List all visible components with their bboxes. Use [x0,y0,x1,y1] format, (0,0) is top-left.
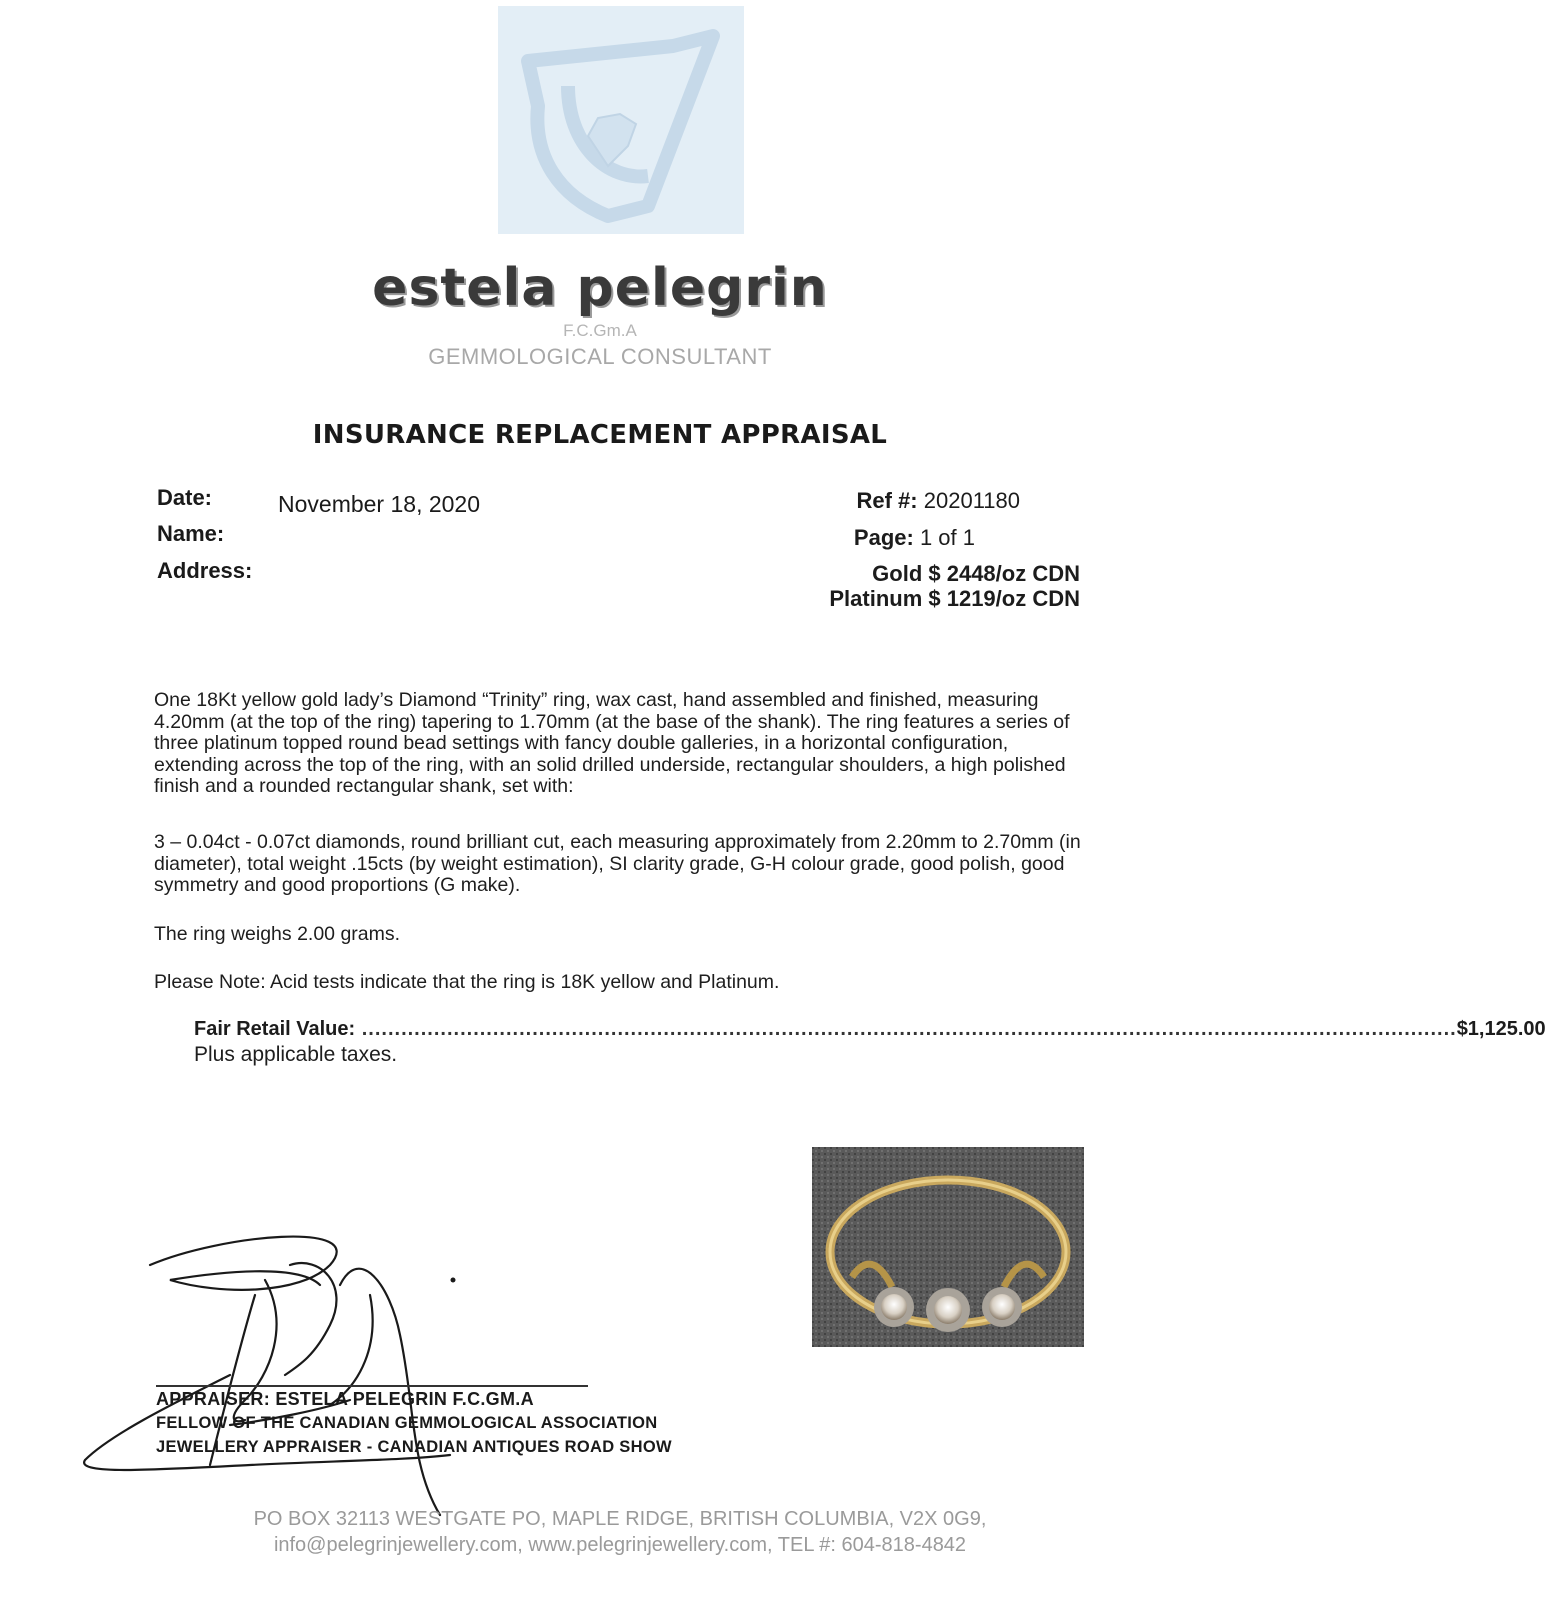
signature-line [156,1385,588,1387]
platinum-price: Platinum $ 1219/oz CDN [829,586,1080,611]
ring-photo [812,1147,1084,1347]
appraiser-name: APPRAISER: ESTELA PELEGRIN F.C.GM.A [156,1389,534,1409]
fair-retail-amount: $1,125.00 [1456,1018,1546,1040]
page-value: 1 of 1 [919,525,975,550]
fair-retail-value [194,1018,1546,1041]
ring-description: One 18Kt yellow gold lady’s Diamond “Trinity” ring, wax cast, hand assembled and finished, measuring 4.20mm (at the top of the ring) tapering to 1.70mm (at the base of the shank). The ring features a series of three platinum topped round bead settings with fancy double galleries, in a horizontal configuration, extending across the top of the ring, with an solid drilled underside, rectangular shoulders, a high polished finish and a rounded rectangular shank, set with: [154,689,1070,797]
name-label: Name: [157,521,225,546]
appraiser-role: JEWELLERY APPRAISER - CANADIAN ANTIQUES ROAD SHOW [156,1438,672,1456]
acid-test-note: Please Note: Acid tests indicate that the ring is 18K yellow and Platinum. [154,971,780,993]
address-label: Address: [157,558,253,583]
ring-weight: The ring weighs 2.00 grams. [154,923,401,945]
appraiser-signature [70,1225,630,1525]
footer-contact: info@pelegrinjewellery.com, www.pelegrinjewellery.com, TEL #: 604-818-4842 [273,1534,967,1556]
ref-value: 20201180 [923,488,1020,513]
diamond-details: 3 – 0.04ct - 0.07ct diamonds, round brilliant cut, each measuring approximately from 2.20mm to 2.70mm (in diameter), total weight .15cts (by weight estimation), SI clarity grade, G-H colour grade, good polish, good symmetry and good proportions (G make). [154,831,1081,896]
appraiser-fellowship: FELLOW OF THE CANADIAN GEMMOLOGICAL ASSOCIATION [156,1414,658,1432]
date-label: Date: [157,485,213,510]
date-value: November 18, 2020 [278,491,481,517]
footer-address: PO BOX 32113 WESTGATE PO, MAPLE RIDGE, BRITISH COLUMBIA, V2X 0G9, [253,1508,987,1530]
page-label: Page: [853,525,914,550]
ref-number [857,488,1021,514]
brand-role: GEMMOLOGICAL CONSULTANT [428,344,772,369]
document-title: INSURANCE REPLACEMENT APPRAISAL [312,420,888,450]
gold-price: Gold $ 2448/oz CDN [872,561,1080,586]
brand-name: estela pelegrin [372,258,828,318]
leader-dots: ....................................................................................................................................................................... [355,1018,1457,1040]
ref-label: Ref #: [856,488,918,513]
page-number [854,525,975,551]
taxes-note: Plus applicable taxes. [194,1043,398,1066]
diamond-logo-icon [498,6,744,234]
fair-retail-label: Fair Retail Value: [194,1018,356,1040]
brand-credentials: F.C.Gm.A [563,321,637,340]
